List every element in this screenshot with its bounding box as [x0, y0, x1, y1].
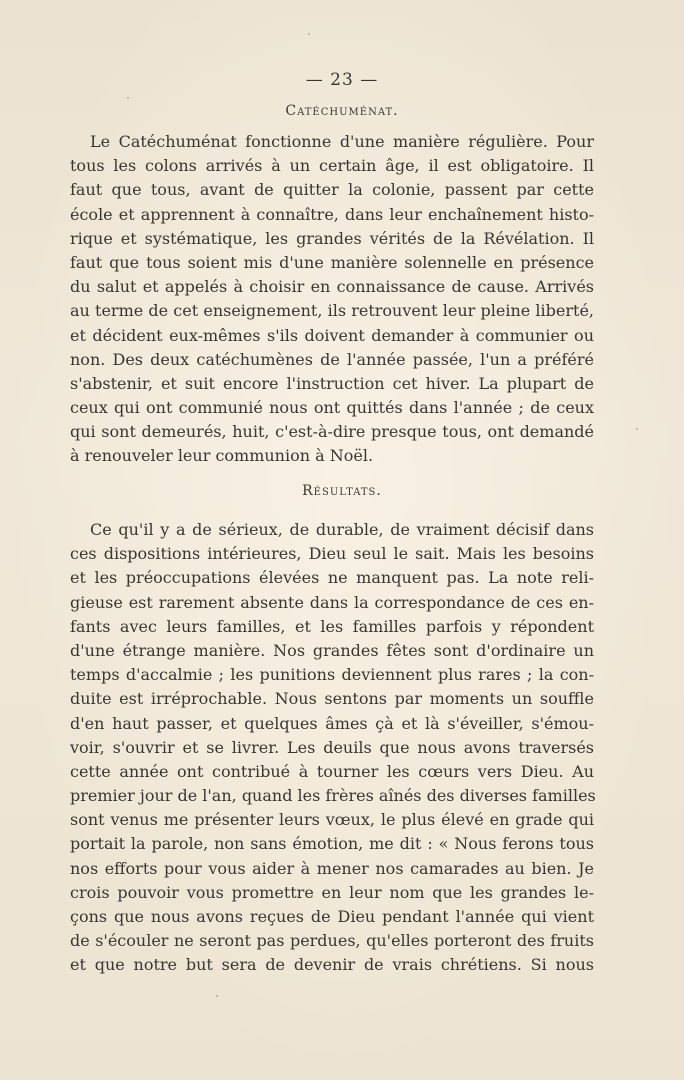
text-line: faut que tous soient mis d'une manière solennelle en présence — [70, 252, 594, 272]
section-body-resultats — [70, 518, 594, 978]
text-line: et que notre but sera de devenir de vrais chrétiens. Si nous — [70, 955, 594, 975]
paper-speck — [216, 995, 218, 997]
text-line: ceux qui ont communié nous ont quittés dans l'année ; de ceux — [70, 398, 594, 418]
text-line: d'en haut passer, et quelques âmes çà et là s'éveiller, s'émou- — [70, 713, 594, 733]
text-line: tous les colons arrivés à un certain âge, il est obligatoire. Il — [70, 156, 594, 176]
text-line: au terme de cet enseignement, ils retrouvent leur pleine liberté, — [70, 301, 594, 321]
paper-speck — [636, 428, 638, 430]
text-line: école et apprennent à connaître, dans leur enchaînement histo- — [70, 204, 594, 224]
text-line: duite est irréprochable. Nous sentons par moments un souffle — [70, 689, 594, 709]
text-line: temps d'accalmie ; les punitions deviennent plus rares ; la con- — [70, 665, 594, 685]
text-line: Ce qu'il y a de sérieux, de durable, de vraiment décisif dans — [90, 520, 594, 539]
text-line: rique et systématique, les grandes vérités de la Révélation. Il — [70, 228, 594, 248]
text-line: à renouveler leur communion à Noël. — [70, 446, 374, 466]
text-line: et les préoccupations élevées ne manquent pas. La note reli- — [70, 568, 594, 588]
text-line: fants avec leurs familles, et les familles parfois y répondent — [70, 616, 594, 636]
text-line: crois pouvoir vous promettre en leur nom que les grandes le- — [70, 882, 594, 902]
section-heading-catechumenat: Catéchuménat. — [285, 103, 399, 119]
page-number: — 23 — — [305, 70, 379, 90]
text-line: nos efforts pour vous aider à mener nos camarades au bien. Je — [70, 858, 594, 878]
text-line: et décident eux-mêmes s'ils doivent demander à communier ou — [70, 325, 594, 345]
text-line: çons que nous avons reçues de Dieu pendant l'année qui vient — [70, 907, 594, 926]
text-line: non. Des deux catéchumènes de l'année passée, l'un a préféré — [70, 349, 594, 369]
text-line: qui sont demeurés, huit, c'est-à-dire presque tous, ont demandé — [70, 422, 594, 442]
text-line: cette année ont contribué à tourner les cœurs vers Dieu. Au — [70, 761, 594, 781]
paper-speck — [127, 97, 129, 99]
text-line: ces dispositions intérieures, Dieu seul le sait. Mais les besoins — [70, 544, 594, 564]
text-line: faut que tous, avant de quitter la colonie, passent par cette — [70, 180, 594, 200]
paper-speck — [308, 33, 310, 35]
text-line: sont venus me présenter leurs vœux, le plus élevé en grade qui — [70, 810, 594, 830]
text-line: de s'écouler ne seront pas perdues, qu'elles porteront des fruits — [70, 931, 594, 951]
section-heading-resultats: Résultats. — [302, 483, 382, 499]
section-body-catechumenat — [70, 130, 594, 469]
text-line: s'abstenir, et suit encore l'instruction cet hiver. La plupart de — [70, 373, 594, 393]
text-line: voir, s'ouvrir et se livrer. Les deuils que nous avons traversés — [70, 737, 594, 757]
text-line: d'une étrange manière. Nos grandes fêtes sont d'ordinaire un — [70, 640, 594, 660]
text-line: portait la parole, non sans émotion, me dit : « Nous ferons tous — [70, 834, 594, 854]
text-line: du salut et appelés à choisir en connaissance de cause. Arrivés — [70, 277, 594, 297]
text-line: gieuse est rarement absente dans la correspondance de ces en- — [70, 592, 594, 612]
text-line: Le Catéchuménat fonctionne d'une manière régulière. Pour — [90, 132, 594, 151]
text-line: premier jour de l'an, quand les frères aînés des diverses familles — [70, 786, 596, 806]
